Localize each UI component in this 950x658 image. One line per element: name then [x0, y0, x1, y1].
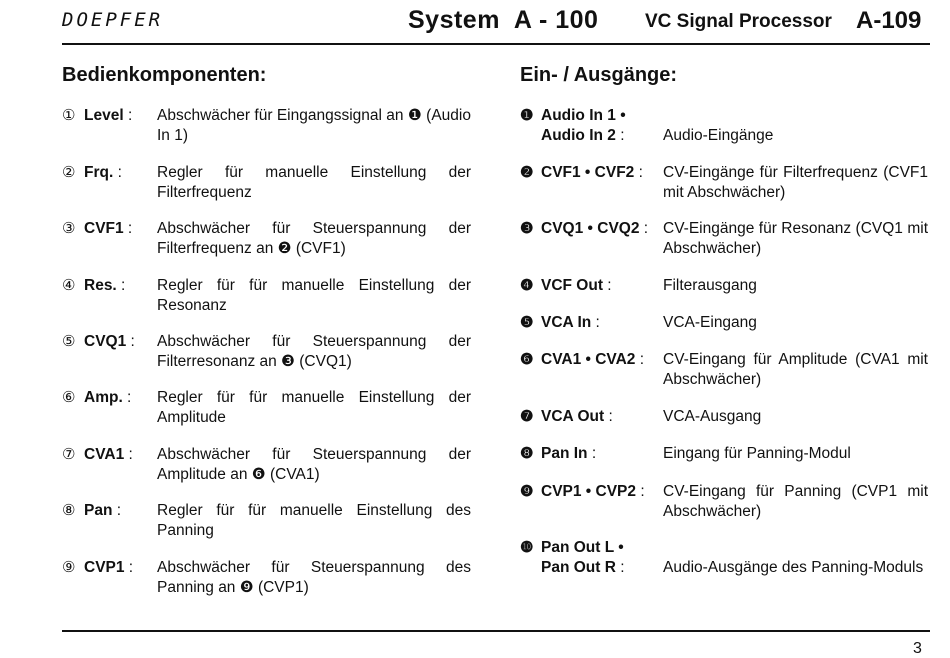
- brand-logo: DOEPFER: [62, 9, 164, 31]
- io-label: CVQ1 • CVQ2 :: [541, 220, 649, 237]
- control-description: Abschwächer für Eingangssignal an ❶ (Audio In 1): [157, 107, 471, 144]
- io-label: Pan Out R :: [541, 559, 625, 576]
- io-description: Audio-Ausgänge des Panning-Moduls: [663, 559, 924, 576]
- io-label: VCA In :: [541, 314, 600, 331]
- control-description: Regler für für manuelle Einstellung des Panning: [157, 502, 471, 539]
- io-number: ❺: [520, 314, 534, 331]
- io-label: Pan In :: [541, 445, 597, 462]
- control-label: CVA1 :: [84, 446, 133, 463]
- io-label: Audio In 2 :: [541, 127, 625, 144]
- control-number: ⑨: [62, 559, 76, 576]
- io-number: ❽: [520, 445, 534, 462]
- page-header: [0, 0, 950, 44]
- control-label: Level :: [84, 107, 133, 124]
- control-label: Amp. :: [84, 389, 132, 406]
- io-description: CV-Eingänge für Filterfrequenz (CVF1 mit Abschwächer): [663, 164, 928, 201]
- io-description: Eingang für Panning-Modul: [663, 445, 851, 462]
- io-description: CV-Eingang für Panning (CVP1 mit Abschwächer): [663, 483, 928, 520]
- io-number: ❶: [520, 107, 534, 124]
- control-label: CVQ1 :: [84, 333, 135, 350]
- io-description: Audio-Eingänge: [663, 127, 774, 144]
- io-description: Filterausgang: [663, 277, 757, 294]
- io-label: CVA1 • CVA2 :: [541, 351, 645, 368]
- control-label: CVP1 :: [84, 559, 134, 576]
- io-number: ❾: [520, 483, 534, 500]
- control-description: Abschwächer für Steuerspannung der Filterresonanz an ❸ (CVQ1): [157, 333, 471, 370]
- controls-title: Bedienkomponenten:: [62, 64, 267, 86]
- io-label: VCF Out :: [541, 277, 612, 294]
- module-number: A-109: [856, 7, 922, 34]
- page-number: 3: [913, 640, 922, 657]
- system-title: System A - 100: [408, 6, 599, 34]
- control-number: ⑤: [62, 333, 76, 350]
- io-number: ❷: [520, 164, 534, 181]
- io-number: ❸: [520, 220, 534, 237]
- io-number: ❿: [520, 539, 534, 556]
- io-label: CVF1 • CVF2 :: [541, 164, 643, 181]
- control-description: Abschwächer für Steuerspannung der Filterfrequenz an ❷ (CVF1): [157, 220, 471, 257]
- control-label: Frq. :: [84, 164, 122, 181]
- io-number: ❻: [520, 351, 534, 368]
- footer-rule: [62, 630, 930, 632]
- io-title: Ein- / Ausgänge:: [520, 64, 678, 86]
- control-description: Regler für für manuelle Einstellung der Resonanz: [157, 277, 471, 314]
- io-description: CV-Eingänge für Resonanz (CVQ1 mit Abschwächer): [663, 220, 928, 257]
- io-description: VCA-Eingang: [663, 314, 757, 331]
- io-description: VCA-Ausgang: [663, 408, 762, 425]
- control-number: ④: [62, 277, 76, 294]
- control-description: Regler für für manuelle Einstellung der Amplitude: [157, 389, 471, 426]
- control-label: Res. :: [84, 277, 126, 294]
- control-number: ⑦: [62, 446, 76, 463]
- control-number: ②: [62, 164, 76, 181]
- io-description: CV-Eingang für Amplitude (CVA1 mit Abschwächer): [663, 351, 928, 388]
- control-description: Regler für manuelle Einstellung der Filterfrequenz: [157, 164, 471, 201]
- control-label: CVF1 :: [84, 220, 133, 237]
- io-label: Audio In 1 •: [541, 107, 626, 124]
- control-description: Abschwächer für Steuerspannung der Amplitude an ❻ (CVA1): [157, 446, 471, 483]
- io-number: ❹: [520, 277, 534, 294]
- control-number: ⑧: [62, 502, 76, 519]
- module-name: VC Signal Processor: [645, 11, 832, 32]
- header-rule: [62, 43, 930, 45]
- control-description: Abschwächer für Steuerspannung des Panning an ❾ (CVP1): [157, 559, 471, 596]
- io-label: CVP1 • CVP2 :: [541, 483, 645, 500]
- control-number: ①: [62, 107, 76, 124]
- io-label: Pan Out L •: [541, 539, 624, 556]
- control-label: Pan :: [84, 502, 122, 519]
- io-number: ❼: [520, 408, 534, 425]
- io-label: VCA Out :: [541, 408, 613, 425]
- control-number: ③: [62, 220, 76, 237]
- control-number: ⑥: [62, 389, 76, 406]
